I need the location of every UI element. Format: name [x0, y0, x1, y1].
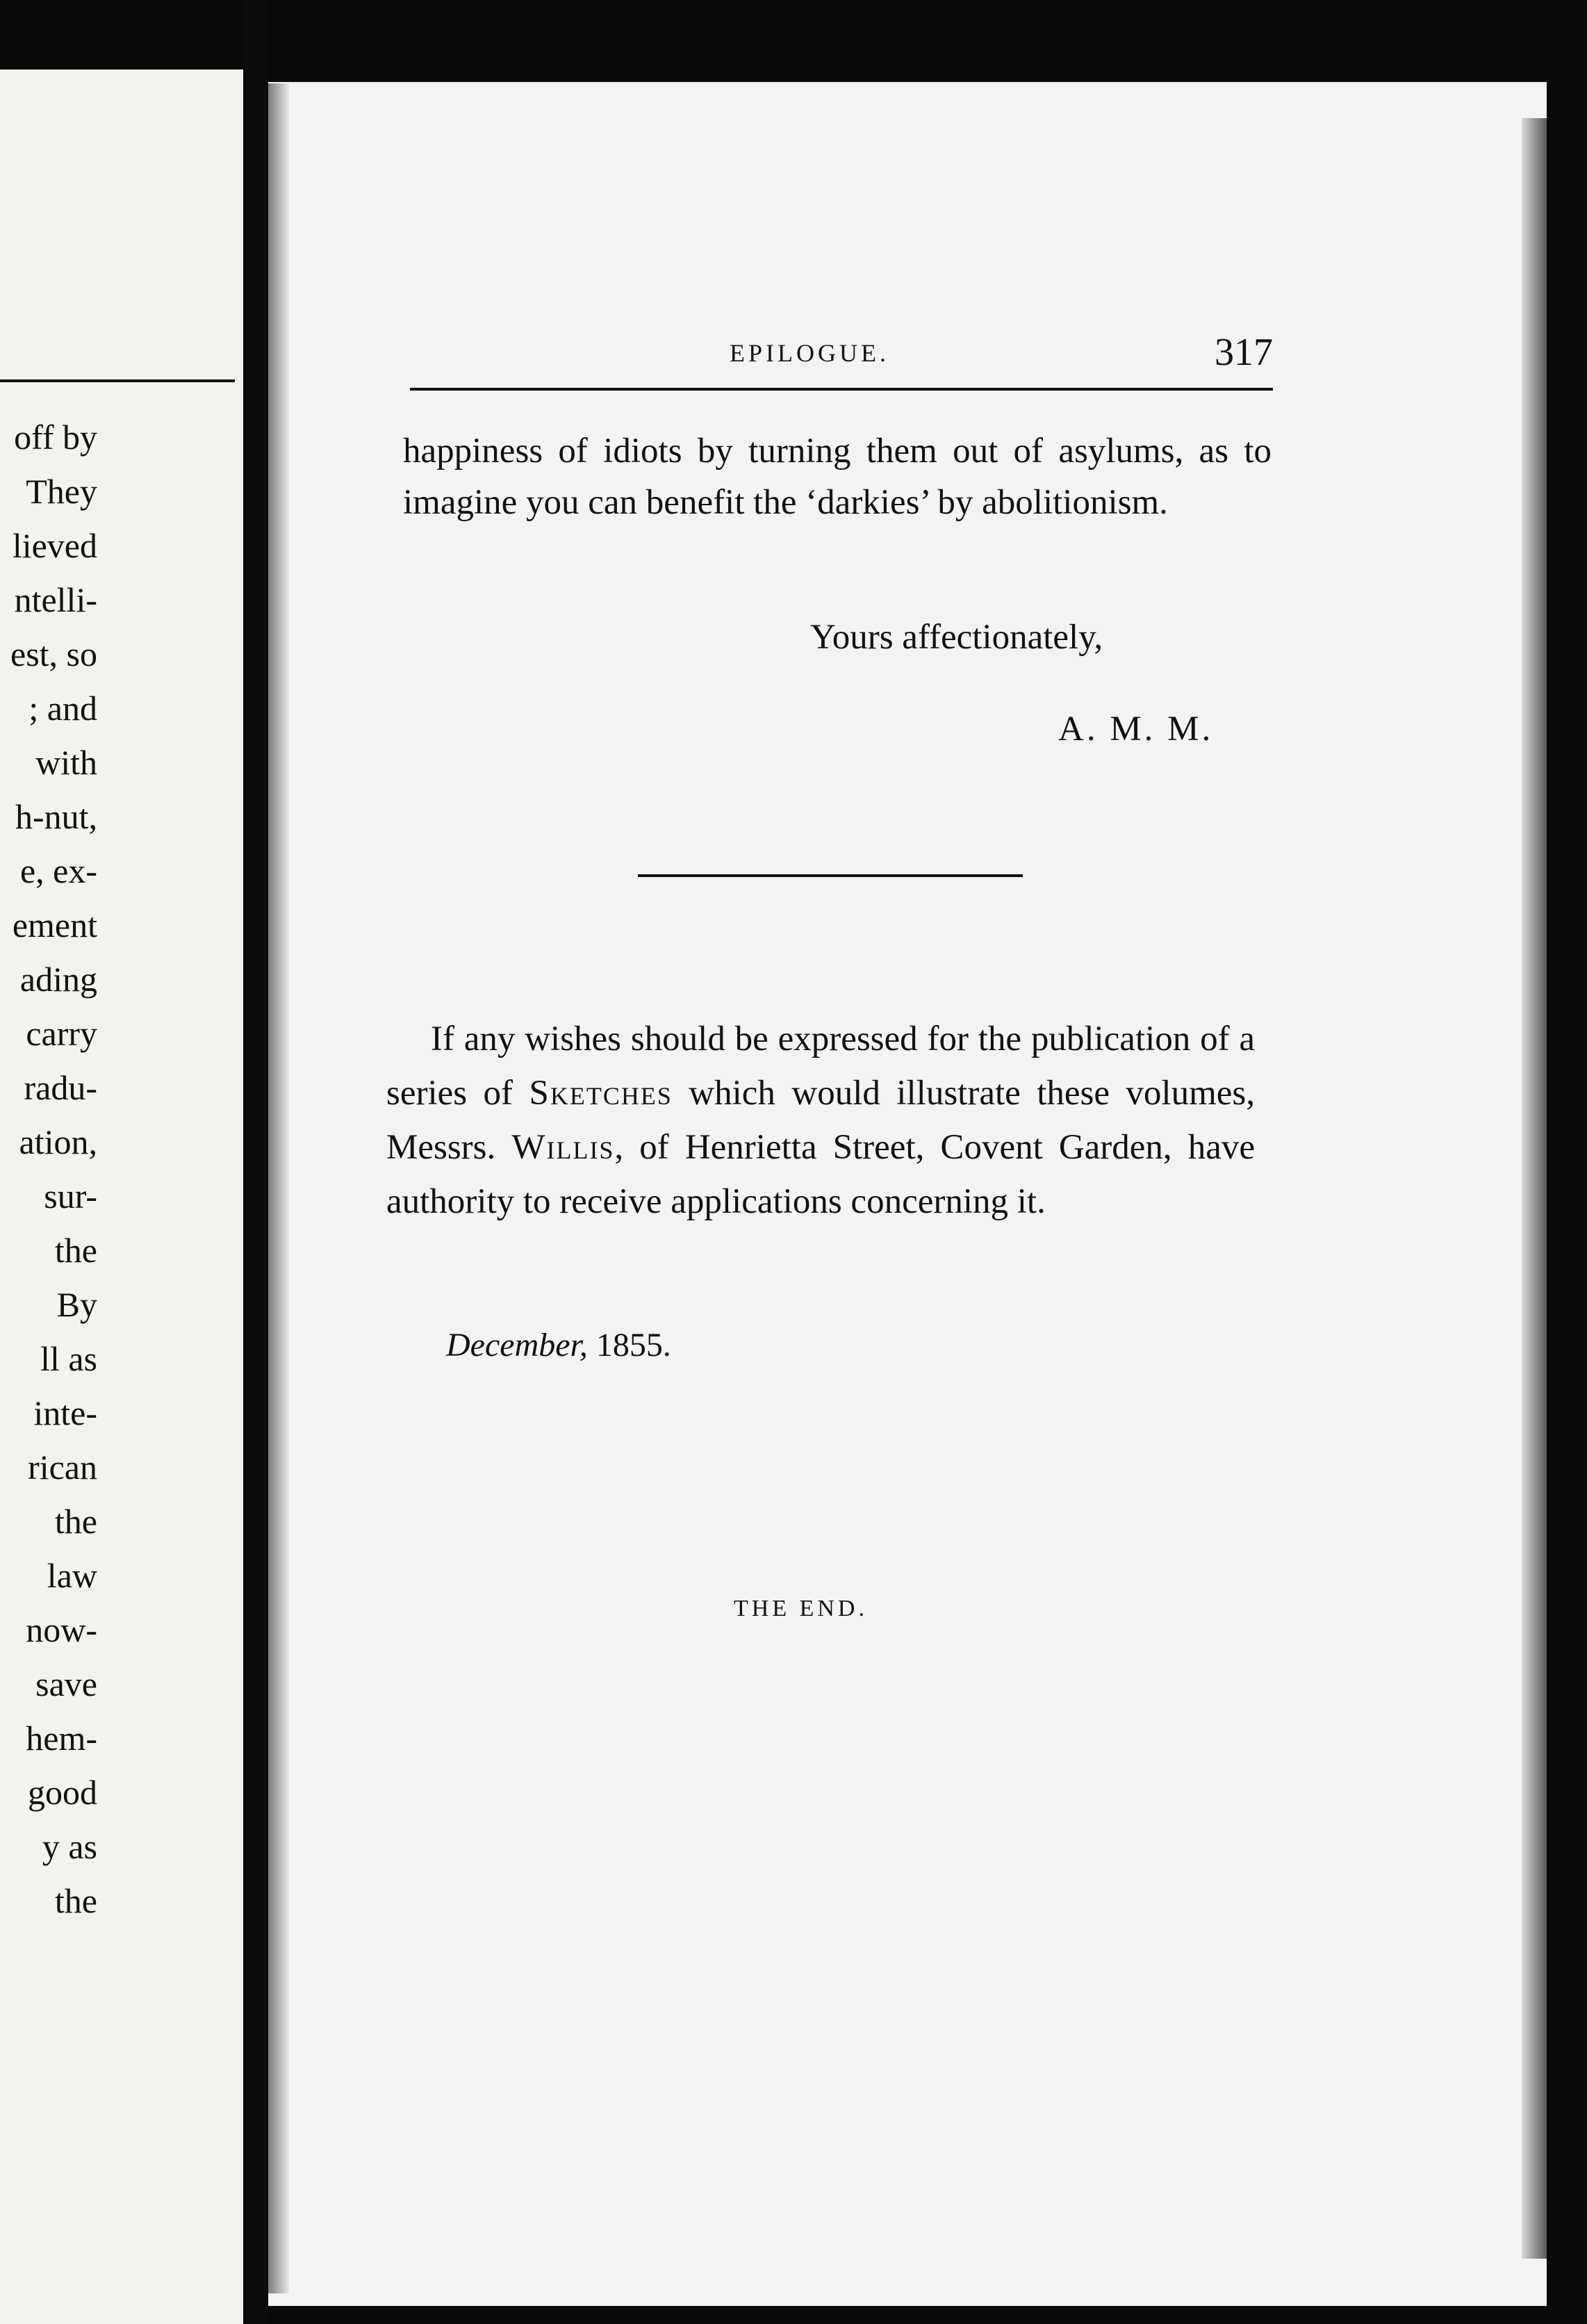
notice-sketches: Sketches	[529, 1074, 673, 1113]
previous-page-line: carry	[26, 1014, 97, 1053]
previous-page-line: ntelli-	[14, 580, 97, 619]
header-rule	[410, 388, 1273, 391]
previous-page-line: ement	[12, 906, 97, 944]
previous-page-line: now-	[26, 1610, 97, 1649]
binding-gutter	[243, 0, 268, 2324]
previous-page-line: est, so	[10, 635, 97, 673]
previous-page-line: ll as	[40, 1339, 97, 1378]
previous-page-line: ading	[19, 960, 97, 999]
page-number: 317	[1215, 331, 1273, 374]
previous-page-line: law	[47, 1556, 97, 1595]
page-edge-shadow	[1522, 118, 1547, 2259]
section-divider	[638, 874, 1023, 877]
previous-page-line: They	[26, 472, 97, 511]
previous-page-line: lieved	[12, 526, 97, 565]
previous-page-line: rican	[28, 1448, 97, 1487]
previous-page-line: off by	[14, 418, 97, 457]
publication-notice	[386, 1012, 1255, 1229]
previous-page-line: e, ex-	[19, 851, 97, 890]
date-year: 1855.	[595, 1327, 671, 1364]
letter-closing: Yours affectionately,	[810, 618, 1103, 657]
previous-page-line: the	[54, 1231, 97, 1270]
previous-page-line: radu-	[24, 1068, 97, 1107]
previous-page-line: sur-	[44, 1177, 97, 1216]
previous-page-line: y as	[42, 1827, 97, 1866]
letter-paragraph: happiness of idiots by turning them out of asylums, as to imagine you can benefit the ‘darkies’ by abolitionism.	[403, 432, 1272, 522]
previous-page-line: save	[35, 1664, 97, 1703]
running-head: EPILOGUE.	[730, 339, 889, 367]
date-month: December,	[446, 1327, 588, 1364]
previous-page-line: ; and	[28, 689, 97, 728]
previous-page-line: the	[54, 1881, 97, 1920]
previous-page-line: inte-	[33, 1393, 97, 1432]
notice-text-2: which would illustrate these volumes, Messrs.	[386, 1074, 1255, 1167]
previous-page-line: h-nut,	[15, 797, 97, 836]
previous-page-line: ation,	[19, 1122, 97, 1161]
notice-text-3: , of Henrietta Street, Covent Garden, have authority to receive applications concerning it.	[386, 1128, 1256, 1221]
previous-page-line: with	[35, 743, 97, 782]
the-end: THE END.	[734, 1596, 868, 1621]
previous-page-line: hem-	[26, 1719, 97, 1758]
notice-publisher: Willis	[511, 1128, 615, 1167]
notice-date	[446, 1326, 671, 1364]
previous-page-line: good	[28, 1773, 97, 1812]
letter-signature: A. M. M.	[1058, 710, 1214, 748]
gutter-shadow	[268, 83, 289, 2293]
previous-page-header-rule	[0, 379, 235, 382]
page-header	[410, 330, 1273, 379]
previous-page-line: the	[54, 1502, 97, 1541]
notice-text-1: If any wishes should be expressed for the publication of a series of	[386, 1020, 1255, 1113]
previous-page-line: By	[56, 1285, 97, 1324]
